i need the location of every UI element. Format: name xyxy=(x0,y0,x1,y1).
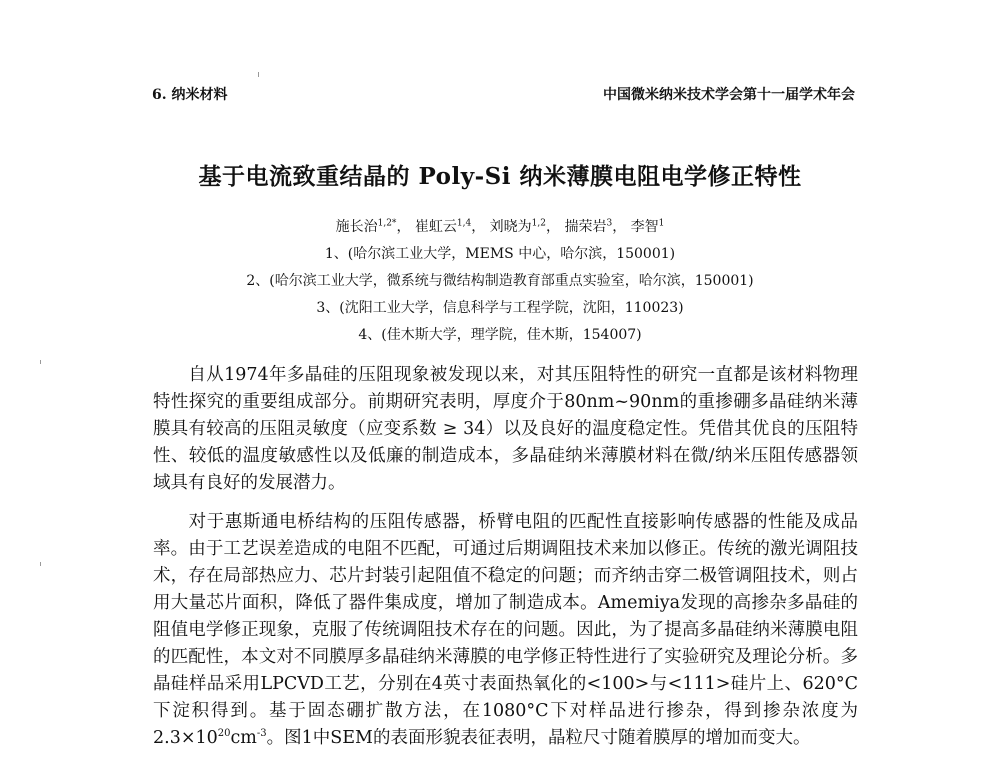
paragraph-text: 对于惠斯通电桥结构的压阻传感器，桥臂电阻的匹配性直接影响传感器的性能及成品率。由于工艺误差造成的电阻不匹配，可通过后期调阻技术来加以修正。传统的激光调阻技术，存在局部热应力、芯片封装引起阻值不稳定的问题；而齐纳击穿二极管调阻技术，则占用大量芯片面积，降低了器件集成度，增加了制造成本。Amemiya发现的高掺杂多晶硅的阻值电学修正现象，克服了传统调阻技术存在的问题。因此，为了提高多晶硅纳米薄膜电阻的匹配性，本文对不同膜厚多晶硅纳米薄膜的电学修正特性进行了实验研究及理论分析。多晶硅样品采用LPCVD工艺，分别在4英寸表面热氧化的<100>与<111>硅片上、620°C下淀积得到。基于固态硼扩散方法，在1080°C下对样品进行掺杂，得到掺杂浓度为 xyxy=(153,512,858,721)
affiliation-1: 1、(哈尔滨工业大学，MEMS 中心，哈尔滨，150001) xyxy=(324,246,676,262)
author-affil-sup: 3 xyxy=(606,218,613,229)
conference-name: 中国微米纳米技术学会第十一届学术年会 xyxy=(603,87,855,103)
author-affil-sup: 1,2 xyxy=(531,218,546,229)
author-name: 崔虹云 xyxy=(414,219,457,235)
doping-value: 2.3×10 xyxy=(153,728,218,748)
paragraph-text-tail: 。图1中SEM的表面形貌表征表明，晶粒尺寸随着膜厚的增加而变大。 xyxy=(266,728,811,748)
author-name: 揣荣岩 xyxy=(564,219,607,235)
scan-mark xyxy=(258,72,259,77)
body-paragraph-1 xyxy=(153,362,858,497)
affiliation-3: 3、(沈阳工业大学，信息科学与工程学院，沈阳，110023) xyxy=(316,300,684,316)
doping-unit: cm xyxy=(230,728,257,748)
author-name: 刘晓为 xyxy=(489,219,532,235)
author-affil-sup: 1 xyxy=(658,218,665,229)
doping-exponent: 20 xyxy=(217,728,231,740)
scan-mark xyxy=(40,360,41,364)
author-list: 施长治$^{1,2*}$， 崔虹云$^{1,4}$， 刘晓为$^{1,2}$， 揣荣岩$^3$， 李智$^1$ xyxy=(335,218,665,235)
body-paragraph-2 xyxy=(153,509,858,752)
affiliation-2: 2、(哈尔滨工业大学，微系统与微结构制造教育部重点实验室，哈尔滨，150001) xyxy=(246,273,754,289)
scan-mark xyxy=(40,562,41,566)
paragraph-text: 自从1974年多晶硅的压阻现象被发现以来，对其压阻特性的研究一直都是该材料物理特性探究的重要组成部分。前期研究表明，厚度介于80nm~90nm的重掺硼多晶硅纳米薄膜具有较高的压阻灵敏度（应变系数 ≥ 34）以及良好的温度稳定性。凭借其优良的压阻特性、较低的温度敏感性以及低廉的制造成本，多晶硅纳米薄膜材料在微/纳米压阻传感器领域具有良好的发展潜力。 xyxy=(153,365,858,493)
section-label: 6. 纳米材料 xyxy=(152,87,228,103)
author-affil-sup: 1,4 xyxy=(456,218,472,229)
author-name: 施长治 xyxy=(335,219,378,235)
author-name: 李智 xyxy=(630,219,659,235)
doping-unit-exponent: -3 xyxy=(256,728,267,740)
author-affil-sup: 1,2* xyxy=(377,218,397,229)
paper-title: 基于电流致重结晶的 Poly-Si 纳米薄膜电阻电学修正特性 xyxy=(198,163,802,190)
affiliation-4: 4、(佳木斯大学，理学院，佳木斯，154007) xyxy=(358,327,642,343)
